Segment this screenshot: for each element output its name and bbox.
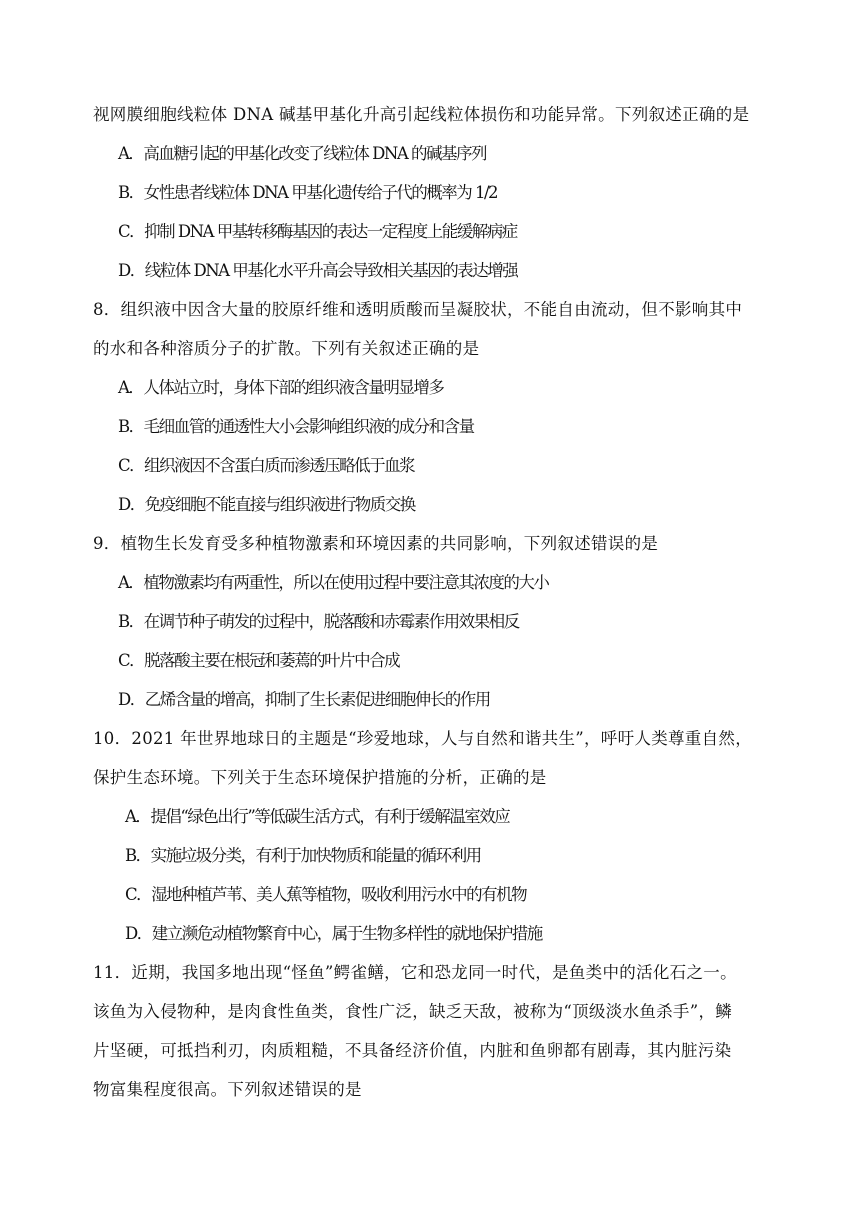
q10-option-d: D．建立濒危动植物繁育中心，属于生物多样性的就地保护措施 [125,924,542,943]
q7-option-b: B．女性患者线粒体 DNA 甲基化遗传给子代的概率为 1/2 [118,183,497,202]
q9-option-a: A．植物激素均有两重性，所以在使用过程中要注意其浓度的大小 [118,573,549,592]
q9-option-c: C．脱落酸主要在根冠和萎蔫的叶片中合成 [118,651,400,670]
q9-option-b: B．在调节种子萌发的过程中，脱落酸和赤霉素作用效果相反 [118,612,519,631]
q11-stem-line-3: 片坚硬，可抵挡利刃，肉质粗糙，不具备经济价值，内脏和鱼卵都有剧毒，其内脏污染 [93,1041,732,1060]
q11-stem-line-1: 11．近期，我国多地出现“怪鱼”鳄雀鳝，它和恐龙同一时代，是鱼类中的活化石之一。 [93,963,737,982]
q7-stem-line: 视网膜细胞线粒体 DNA 碱基甲基化升高引起线粒体损伤和功能异常。下列叙述正确的是 [93,105,750,124]
q10-stem-line-1: 10．2021 年世界地球日的主题是“珍爱地球，人与自然和谐共生”，呼吁人类尊重自然， [93,729,753,748]
q10-option-b: B．实施垃圾分类，有利于加快物质和能量的循环利用 [125,846,481,865]
q8-option-a: A．人体站立时，身体下部的组织液含量明显增多 [118,378,444,397]
q10-stem-line-2: 保护生态环境。下列关于生态环境保护措施的分析，正确的是 [93,768,547,787]
q8-option-d: D．免疫细胞不能直接与组织液进行物质交换 [118,495,415,514]
q10-option-a: A．提倡“绿色出行”等低碳生活方式，有利于缓解温室效应 [125,807,510,826]
q10-option-c: C．湿地种植芦苇、美人蕉等植物，吸收利用污水中的有机物 [125,885,527,904]
q8-option-b: B．毛细血管的通透性大小会影响组织液的成分和含量 [118,417,474,436]
q7-option-a: A．高血糖引起的甲基化改变了线粒体 DNA 的碱基序列 [118,144,486,163]
q8-stem-line-1: 8．组织液中因含大量的胶原纤维和透明质酸而呈凝胶状，不能自由流动，但不影响其中 [93,300,743,319]
q7-option-c: C．抑制 DNA 甲基转移酶基因的表达一定程度上能缓解病症 [118,222,517,241]
q11-stem-line-4: 物富集程度很高。下列叙述错误的是 [93,1080,362,1099]
q11-stem-line-2: 该鱼为入侵物种，是肉食性鱼类，食性广泛，缺乏天敌，被称为“顶级淡水鱼杀手”，鳞 [93,1002,733,1021]
q9-stem-line: 9．植物生长发育受多种植物激素和环境因素的共同影响，下列叙述错误的是 [93,534,659,553]
q8-stem-line-2: 的水和各种溶质分子的扩散。下列有关叙述正确的是 [93,339,480,358]
q7-option-d: D．线粒体 DNA 甲基化水平升高会导致相关基因的表达增强 [118,261,518,280]
q9-option-d: D．乙烯含量的增高，抑制了生长素促进细胞伸长的作用 [118,690,490,709]
q8-option-c: C．组织液因不含蛋白质而渗透压略低于血浆 [118,456,415,475]
